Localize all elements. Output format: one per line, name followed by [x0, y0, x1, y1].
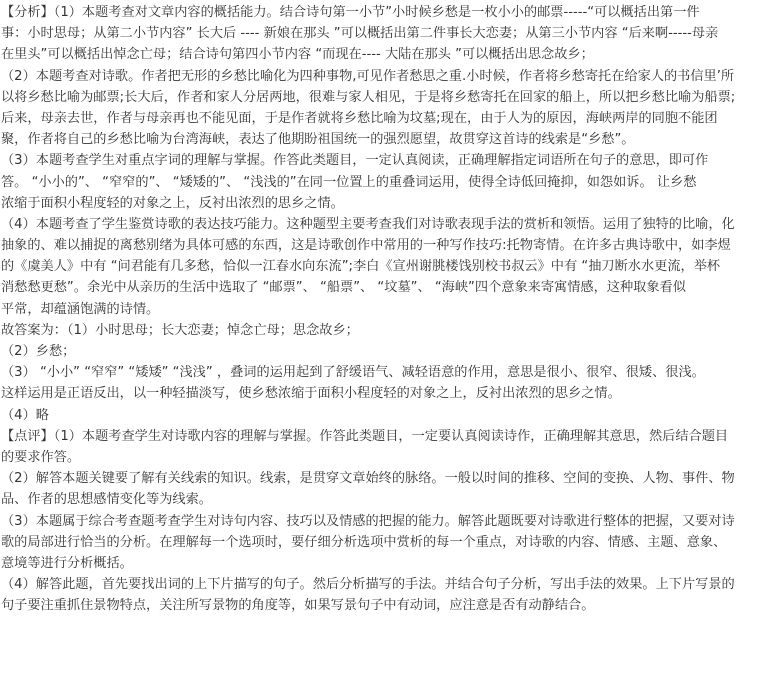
text-line: （2）乡愁； — [1, 344, 76, 359]
text-line: 【点评】（1）本题考查学生对诗歌内容的理解与掌握。作答此类题目，一定要认真阅读诗作，正确理解其意思，然后结合题目 — [1, 428, 729, 444]
text-line: 平常，却蕴涵饱满的诗情。 — [1, 301, 160, 317]
text-line: 这样运用是正语反出，以一种轻描淡写，使乡愁浓缩于面积小程度轻的对象之上，反衬出浓烈的思乡之情。 — [1, 386, 621, 402]
text-line: 句子要注重抓住景物特点，关注所写景物的角度等，如果写景句子中有动词，应注意是否有动静结合。 — [1, 598, 595, 614]
text-line: 的要求作答。 — [1, 449, 81, 465]
text-line: 以将乡愁比喻为邮票;长大后，作者和家人分居两地，很难与家人相见，于是将乡愁寄托在回家的船上，所以把乡愁比喻为船票; — [1, 89, 736, 105]
text-line: 消愁愁更愁”。余光中从亲历的生活中选取了 “邮票”、 “船票”、 “坟墓”、 “海峡”四个意象来寄寓情感，这种取象看似 — [1, 280, 686, 296]
text-line: （4）略 — [1, 407, 49, 423]
answer-summary-line: 故答案为：（1）小时思母；长大恋妻；悼念亡母；思念故乡； — [1, 322, 359, 338]
text-line: 答。 “小小的”、 “窄窄的”、 “矮矮的”、 “浅浅的”在同一位置上的重叠词运用，使得全诗低回掩抑，如怨如诉。 让乡愁 — [1, 174, 697, 190]
text-line: （4）解答此题，首先要找出词的上下片描写的句子。然后分析描写的手法。并结合句子分析，写出手法的效果。上下片写景的 — [1, 577, 735, 593]
answer-document — [0, 2, 780, 699]
text-line: 【分析】（1）本题考查对文章内容的概括能力。结合诗句第一小节”小时候乡愁是一枚小小的邮票-----“可以概括出第一件 — [1, 5, 700, 20]
text-line: 抽象的、难以捕捉的离愁别绪为具体可感的东西，这是诗歌创作中常用的一种写作技巧:托物寄情。在许多古典诗歌中，如李煜 — [1, 238, 731, 254]
text-line: （3）本题考查学生对重点字词的理解与掌握。作答此类题目，一定认真阅读，正确理解指定词语所在句子的意思，即可作 — [1, 153, 709, 169]
text-line: 在里头”可以概括出悼念亡母；结合诗句第四小节内容 “而现在---- 大陆在那头 ”可以概括出思念故乡； — [1, 47, 594, 63]
text-line: 后来，母亲去世，作者与母亲再也不能见面，于是作者就将乡愁比喻为坟墓;现在，由于人为的原因，海峡两岸的同胞不能团 — [1, 110, 718, 126]
text-line: 的《虞美人》中有 “问君能有几多愁，恰似一江春水向东流”;李白《宣州谢朓楼饯别校书叔云》中有 “抽刀断水水更流，举杯 — [1, 259, 721, 275]
text-line: 聚，作者将自己的乡愁比喻为台湾海峡，表达了他期盼祖国统一的强烈愿望，故贯穿这首诗的线索是“乡愁”。 — [1, 132, 635, 148]
text-line: 歌的局部进行恰当的分析。在理解每一个选项时，要仔细分析选项中赏析的每一个重点，对诗歌的内容、情感、主题、意象、 — [1, 534, 727, 550]
text-line: 品、作者的思想感情变化等为线索。 — [1, 492, 212, 508]
text-line: （3）本题属于综合考查题考查学生对诗句内容、技巧以及情感的把握的能力。解答此题既要对诗歌进行整体的把握，又要对诗 — [1, 513, 735, 529]
text-line: （2）解答本题关键要了解有关线索的知识。线索，是贯穿文章始终的脉络。一般以时间的推移、空间的变换、人物、事件、物 — [1, 471, 735, 487]
text-line: （3） “小小” “窄窄” “矮矮” “浅浅” ，叠词的运用起到了舒缓语气、减轻语意的作用，意思是很小、很窄、很矮、很浅。 — [1, 365, 705, 381]
text-line: （4）本题考查了学生鉴赏诗歌的表达技巧能力。这种题型主要考查我们对诗歌表现手法的赏析和领悟。运用了独特的比喻，化 — [1, 216, 735, 232]
text-line: 意境等进行分析概括。 — [1, 555, 133, 571]
text-line: 事：小时思母；从第二小节内容” 长大后 ---- 新娘在那头 ”可以概括出第二件事长大恋妻；从第三小节内容 “后来啊-----母亲 — [1, 26, 719, 42]
text-line: （2）本题考查对诗歌。作者把无形的乡愁比喻化为四种事物,可见作者愁思之重.小时候，作者将乡愁寄托在给家人的书信里’所 — [1, 68, 735, 84]
text-line: 浓缩于面积小程度轻的对象之上，反衬出浓烈的思乡之情。 — [1, 195, 344, 211]
